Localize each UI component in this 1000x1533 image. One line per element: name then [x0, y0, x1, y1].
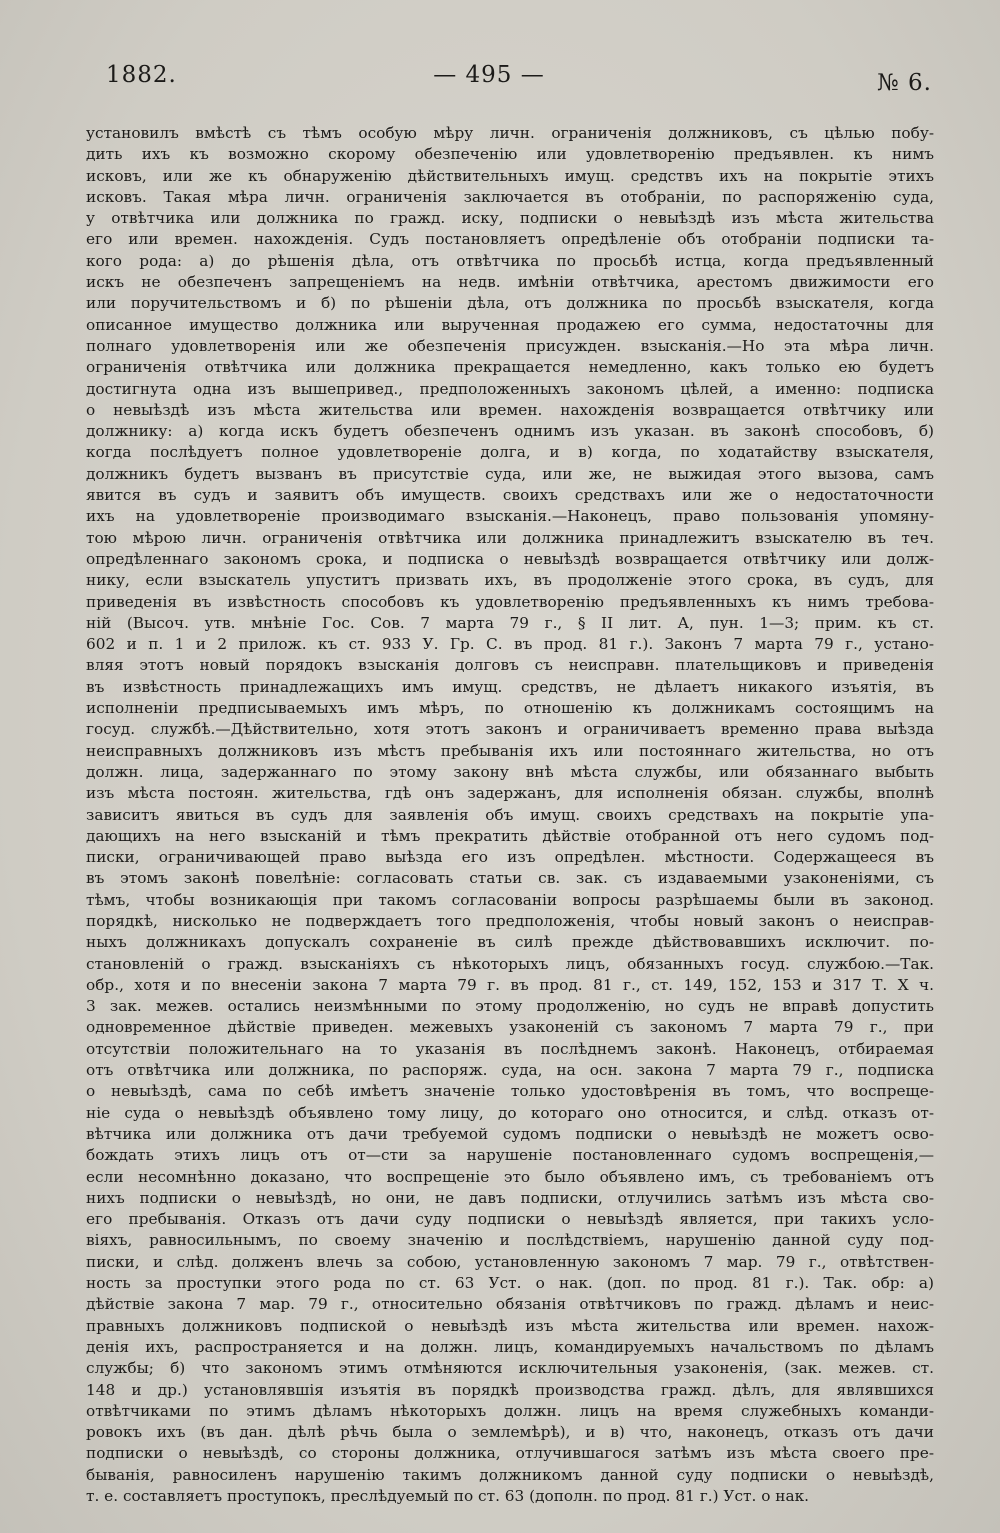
text-line: т. е. составляетъ проступокъ, преслѣдуемый по ст. 63 (дополн. по прод. 81 г.) Уст. о нак. [86, 1487, 810, 1505]
text-line: тѣмъ, чтобы возникающія при такомъ согласованіи вопросы разрѣшаемы были въ законод. [86, 890, 934, 909]
text-line: ограниченія отвѣтчика или должника прекращается немедленно, какъ только ею будетъ [86, 358, 934, 377]
text-line: вѣтчика или должника отъ дачи требуемой судомъ подписки о невыѣздѣ не можетъ осво- [86, 1124, 934, 1143]
text-line: дѣйствіе закона 7 мар. 79 г., относительно обязанія отвѣтчиковъ по гражд. дѣламъ и неис- [86, 1295, 934, 1314]
text-line: 602 и п. 1 и 2 прилож. къ ст. 933 У. Гр. С. въ прод. 81 г.). Законъ 7 марта 79 г., устано- [86, 635, 934, 654]
text-line: нику, если взыскатель упуститъ призвать ихъ, въ продолженіе этого срока, въ судъ, для [86, 571, 934, 590]
text-line: зависитъ явиться въ судъ для заявленія объ имущ. своихъ средствахъ на покрытіе упа- [86, 805, 934, 824]
year-label: 1882. [106, 62, 177, 88]
text-line: бождать этихъ лицъ отъ от—сти за нарушеніе постановленнаго судомъ воспрещенія,— [86, 1146, 934, 1165]
text-line: ныхъ должникахъ допускалъ сохраненіе въ силѣ прежде дѣйствовавшихъ исключит. по- [86, 933, 934, 952]
text-line: его или времен. нахожденія. Судъ постановляетъ опредѣленіе объ отобраніи подписки та- [86, 230, 934, 249]
text-line: службы; б) что закономъ этимъ отмѣняются исключительныя узаконенія, (зак. межев. ст. [86, 1359, 934, 1378]
text-line: дающихъ на него взысканій и тѣмъ прекратить дѣйствіе отобранной отъ него судомъ под- [86, 826, 934, 845]
text-line: 3 зак. межев. остались неизмѣнными по этому продолженію, но судъ не вправѣ допустить [86, 997, 934, 1016]
text-line: у отвѣтчика или должника по гражд. иску, подписки о невыѣздѣ изъ мѣста жительства [86, 209, 934, 228]
text-line: полнаго удовлетворенія или же обезпеченія присужден. взысканія.—Но эта мѣра личн. [86, 336, 934, 355]
text-line: отсутствіи положительнаго на то указанія въ послѣднемъ законѣ. Наконецъ, отбираемая [86, 1039, 934, 1058]
page-header [106, 62, 932, 102]
text-line: если несомнѣнно доказано, что воспрещеніе это было объявлено имъ, съ требованіемъ отъ [86, 1167, 934, 1186]
text-line: въ этомъ законѣ повелѣніе: согласовать статьи св. зак. съ издаваемыми узаконеніями, съ [86, 869, 934, 888]
text-line: порядкѣ, нисколько не подверждаетъ того предположенія, чтобы новый законъ о неисправ- [86, 911, 934, 930]
text-line: тою мѣрою личн. ограниченія отвѣтчика или должника принадлежитъ взыскателю въ теч. [86, 528, 934, 547]
text-line: быванія, равносиленъ нарушенію такимъ должникомъ данной суду подписки о невыѣздѣ, [86, 1465, 934, 1484]
text-line: должнику: а) когда искъ будетъ обезпеченъ однимъ изъ указан. въ законѣ способовъ, б) [86, 422, 934, 441]
text-line: неисправныхъ должниковъ изъ мѣстъ пребыванія ихъ или постояннаго жительства, но отъ [86, 741, 934, 760]
text-line: явится въ судъ и заявитъ объ имуществ. своихъ средствахъ или же о недостаточности [86, 486, 934, 505]
text-line: ность за проступки этого рода по ст. 63 Уст. о нак. (доп. по прод. 81 г.). Так. обр: а) [86, 1274, 934, 1293]
text-line: о невыѣздѣ изъ мѣста жительства или времен. нахожденія возвращается отвѣтчику или [86, 400, 934, 419]
text-line: его пребыванія. Отказъ отъ дачи суду подписки о невыѣздѣ является, при такихъ усло- [86, 1210, 934, 1229]
text-line: нихъ подписки о невыѣздѣ, но они, не давъ подписки, отлучились затѣмъ изъ мѣста сво- [86, 1188, 934, 1207]
text-line: писки, и слѣд. долженъ влечь за собою, установленную закономъ 7 мар. 79 г., отвѣтствен- [86, 1252, 934, 1271]
text-line: віяхъ, равносильнымъ, по своему значенію и послѣдствіемъ, нарушенію данной суду под- [86, 1231, 934, 1250]
text-line: опредѣленнаго закономъ срока, и подписка о невыѣздѣ возвращается отвѣтчику или долж- [86, 549, 934, 568]
text-line: исковъ, или же къ обнаруженію дѣйствительныхъ имущ. средствъ ихъ на покрытіе этихъ [86, 166, 934, 185]
text-line: приведенія въ извѣстность способовъ къ удовлетворенію предъявленныхъ къ нимъ требова- [86, 592, 934, 611]
body-text [86, 123, 934, 1507]
text-line: или поручительствомъ и б) по рѣшеніи дѣла, отъ должника по просьбѣ взыскателя, когда [86, 294, 934, 313]
text-line: подписки о невыѣздѣ, со стороны должника, отлучившагося затѣмъ изъ мѣста своего пре- [86, 1444, 934, 1463]
text-line: вляя этотъ новый порядокъ взысканія долговъ съ неисправн. плательщиковъ и приведенія [86, 656, 934, 675]
text-line: госуд. службѣ.—Дѣйствительно, хотя этотъ законъ и ограничиваетъ временно права выѣзда [86, 720, 934, 739]
text-line: ніе суда о невыѣздѣ объявлено тому лицу, до котораго оно относится, и слѣд. отказъ от- [86, 1103, 934, 1122]
text-line: когда послѣдуетъ полное удовлетвореніе долга, и в) когда, по ходатайству взыскателя, [86, 443, 934, 462]
issue-number: № 6. [876, 70, 932, 96]
text-line: описанное имущество должника или вырученная продажею его сумма, недостаточны для [86, 315, 934, 334]
text-line: ній (Высоч. утв. мнѣніе Гос. Сов. 7 марта 79 г., § II лит. А, пун. 1—3; прим. къ ст. [86, 613, 934, 632]
text-line: установилъ вмѣстѣ съ тѣмъ особую мѣру личн. ограниченія должниковъ, съ цѣлью побу- [86, 124, 934, 142]
text-line: становленій о гражд. взысканіяхъ съ нѣкоторыхъ лицъ, обязанныхъ госуд. службою.—Так. [86, 954, 934, 973]
text-line: должн. лица, задержаннаго по этому закону внѣ мѣста службы, или обязаннаго выбыть [86, 762, 934, 781]
text-line: писки, ограничивающей право выѣзда его изъ опредѣлен. мѣстности. Содержащееся въ [86, 848, 934, 867]
text-line: ровокъ ихъ (въ дан. дѣлѣ рѣчь была о землемѣрѣ), и в) что, наконецъ, отказъ отъ дачи [86, 1423, 934, 1442]
text-line: кого рода: а) до рѣшенія дѣла, отъ отвѣтчика по просьбѣ истца, когда предъявленный [86, 251, 934, 270]
text-line: изъ мѣста постоян. жительства, гдѣ онъ задержанъ, для исполненія обязан. службы, вполнѣ [86, 784, 934, 803]
text-line: обр., хотя и по внесеніи закона 7 марта 79 г. въ прод. 81 г., ст. 149, 152, 153 и 317 Т. X ч. [86, 975, 934, 994]
text-line: 148 и др.) установлявшія изъятія въ порядкѣ производства гражд. дѣлъ, для являвшихся [86, 1380, 934, 1399]
text-line: въ извѣстность принадлежащихъ имъ имущ. средствъ, не дѣлаетъ никакого изъятія, въ [86, 677, 934, 696]
text-line: исполненіи предписываемыхъ имъ мѣръ, по отношенію къ должникамъ состоящимъ на [86, 699, 934, 718]
text-line: дить ихъ къ возможно скорому обезпеченію или удовлетворенію предъявлен. къ нимъ [86, 145, 934, 164]
text-line: правныхъ должниковъ подпиской о невыѣздѣ изъ мѣста жительства или времен. нахож- [86, 1316, 934, 1335]
text-line: денія ихъ, распространяется и на должн. лицъ, командируемыхъ начальствомъ по дѣламъ [86, 1337, 934, 1356]
text-line: отвѣтчиками по этимъ дѣламъ нѣкоторыхъ должн. лицъ на время служебныхъ команди- [86, 1401, 934, 1420]
text-line: должникъ будетъ вызванъ въ присутствіе суда, или же, не выжидая этого вызова, самъ [86, 464, 934, 483]
text-line: отъ отвѣтчика или должника, по распоряж. суда, на осн. закона 7 марта 79 г., подписка [86, 1061, 934, 1080]
text-line: достигнута одна изъ вышепривед., предположенныхъ закономъ цѣлей, а именно: подписка [86, 379, 934, 398]
page-number: — 495 — [433, 62, 545, 88]
text-line: искъ не обезпеченъ запрещеніемъ на недв. имѣніи отвѣтчика, арестомъ движимости его [86, 273, 934, 292]
text-line: ихъ на удовлетвореніе производимаго взысканія.—Наконецъ, право пользованія упомяну- [86, 507, 934, 526]
text-line: о невыѣздѣ, сама по себѣ имѣетъ значеніе только удостовѣренія въ томъ, что воспреще- [86, 1082, 934, 1101]
text-line: одновременное дѣйствіе приведен. межевыхъ узаконеній съ закономъ 7 марта 79 г., при [86, 1018, 934, 1037]
text-line: исковъ. Такая мѣра личн. ограниченія заключается въ отобраніи, по распоряженію суда, [86, 187, 934, 206]
